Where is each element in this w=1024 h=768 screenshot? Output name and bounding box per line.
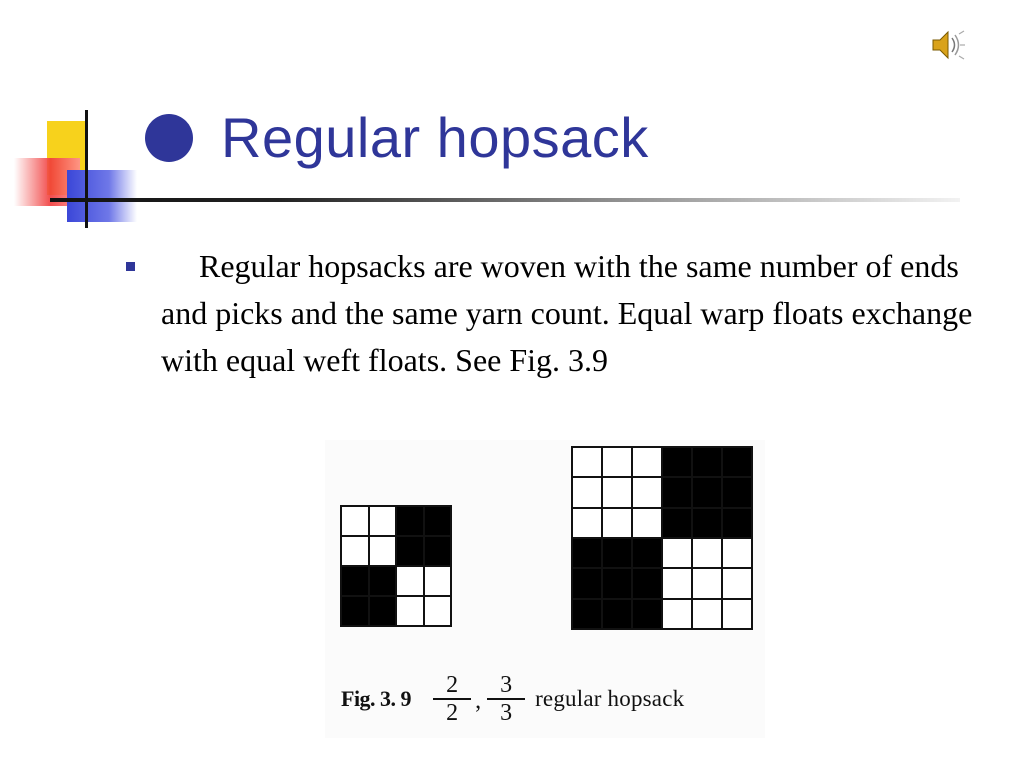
weave-cell-filled: [370, 597, 396, 625]
speaker-icon[interactable]: [930, 28, 966, 62]
caption-text: regular hopsack: [535, 686, 685, 711]
weave-cell-empty: [603, 478, 631, 506]
slide-title: Regular hopsack: [221, 106, 649, 169]
weave-cell-filled: [397, 507, 423, 535]
weave-cell-empty: [397, 597, 423, 625]
weave-cell-filled: [573, 539, 601, 567]
square-bullet-icon: [126, 262, 135, 271]
weave-cell-filled: [693, 448, 721, 476]
weave-cell-empty: [603, 448, 631, 476]
weave-cell-empty: [723, 569, 751, 597]
weave-cell-filled: [633, 600, 661, 628]
figure-label: Fig. 3. 9: [341, 686, 412, 711]
weave-cell-empty: [425, 567, 451, 595]
weave-cell-empty: [573, 509, 601, 537]
weave-cell-filled: [342, 567, 368, 595]
weave-cell-filled: [633, 539, 661, 567]
weave-cell-filled: [693, 478, 721, 506]
circle-bullet-icon: [145, 114, 193, 162]
weave-cell-empty: [693, 539, 721, 567]
hopsack-3-3-weave-grid: [571, 446, 753, 630]
weave-cell-empty: [573, 478, 601, 506]
weave-cell-filled: [723, 478, 751, 506]
weave-cell-empty: [693, 569, 721, 597]
title-underline: [50, 198, 960, 202]
decor-vertical-line: [85, 110, 88, 228]
weave-cell-empty: [723, 539, 751, 567]
bullet-text: Regular hopsacks are woven with the same number of ends and picks and the same yarn count. Equal warp floats exchange with equal weft floats. See Fig. 3.9: [161, 248, 973, 378]
weave-cell-filled: [603, 569, 631, 597]
weave-cell-empty: [633, 448, 661, 476]
weave-cell-filled: [633, 569, 661, 597]
weave-cell-empty: [663, 600, 691, 628]
weave-cell-filled: [425, 507, 451, 535]
weave-cell-filled: [342, 597, 368, 625]
slide-title-row: [145, 106, 649, 169]
weave-cell-filled: [663, 478, 691, 506]
weave-cell-empty: [342, 507, 368, 535]
hopsack-2-2-weave-grid: [340, 505, 452, 627]
weave-cell-filled: [693, 509, 721, 537]
weave-cell-empty: [573, 448, 601, 476]
weave-cell-filled: [573, 569, 601, 597]
decor-blue-block: [67, 170, 137, 222]
fraction-numerator: 2: [446, 672, 459, 698]
weave-cell-empty: [342, 537, 368, 565]
weave-cell-empty: [633, 509, 661, 537]
fraction-numerator: 3: [500, 672, 513, 698]
figure-caption: [341, 672, 684, 726]
weave-cell-filled: [603, 539, 631, 567]
fraction-3-3: [487, 672, 525, 726]
fraction-2-2: [433, 672, 471, 726]
weave-cell-empty: [397, 567, 423, 595]
weave-cell-filled: [723, 509, 751, 537]
weave-cell-filled: [603, 600, 631, 628]
weave-cell-filled: [723, 448, 751, 476]
weave-cell-empty: [370, 537, 396, 565]
weave-cell-empty: [425, 597, 451, 625]
fraction-denominator: 2: [446, 700, 459, 726]
weave-cell-filled: [573, 600, 601, 628]
weave-cell-filled: [663, 448, 691, 476]
weave-cell-empty: [663, 539, 691, 567]
weave-cell-empty: [603, 509, 631, 537]
weave-cell-filled: [425, 537, 451, 565]
weave-cell-empty: [633, 478, 661, 506]
weave-cell-filled: [663, 509, 691, 537]
caption-separator: ,: [475, 687, 482, 714]
weave-cell-filled: [397, 537, 423, 565]
weave-cell-empty: [663, 569, 691, 597]
weave-cell-empty: [723, 600, 751, 628]
weave-cell-empty: [693, 600, 721, 628]
weave-cell-filled: [370, 567, 396, 595]
weave-cell-empty: [370, 507, 396, 535]
fraction-denominator: 3: [500, 700, 513, 726]
figure-3-9: [325, 440, 765, 738]
